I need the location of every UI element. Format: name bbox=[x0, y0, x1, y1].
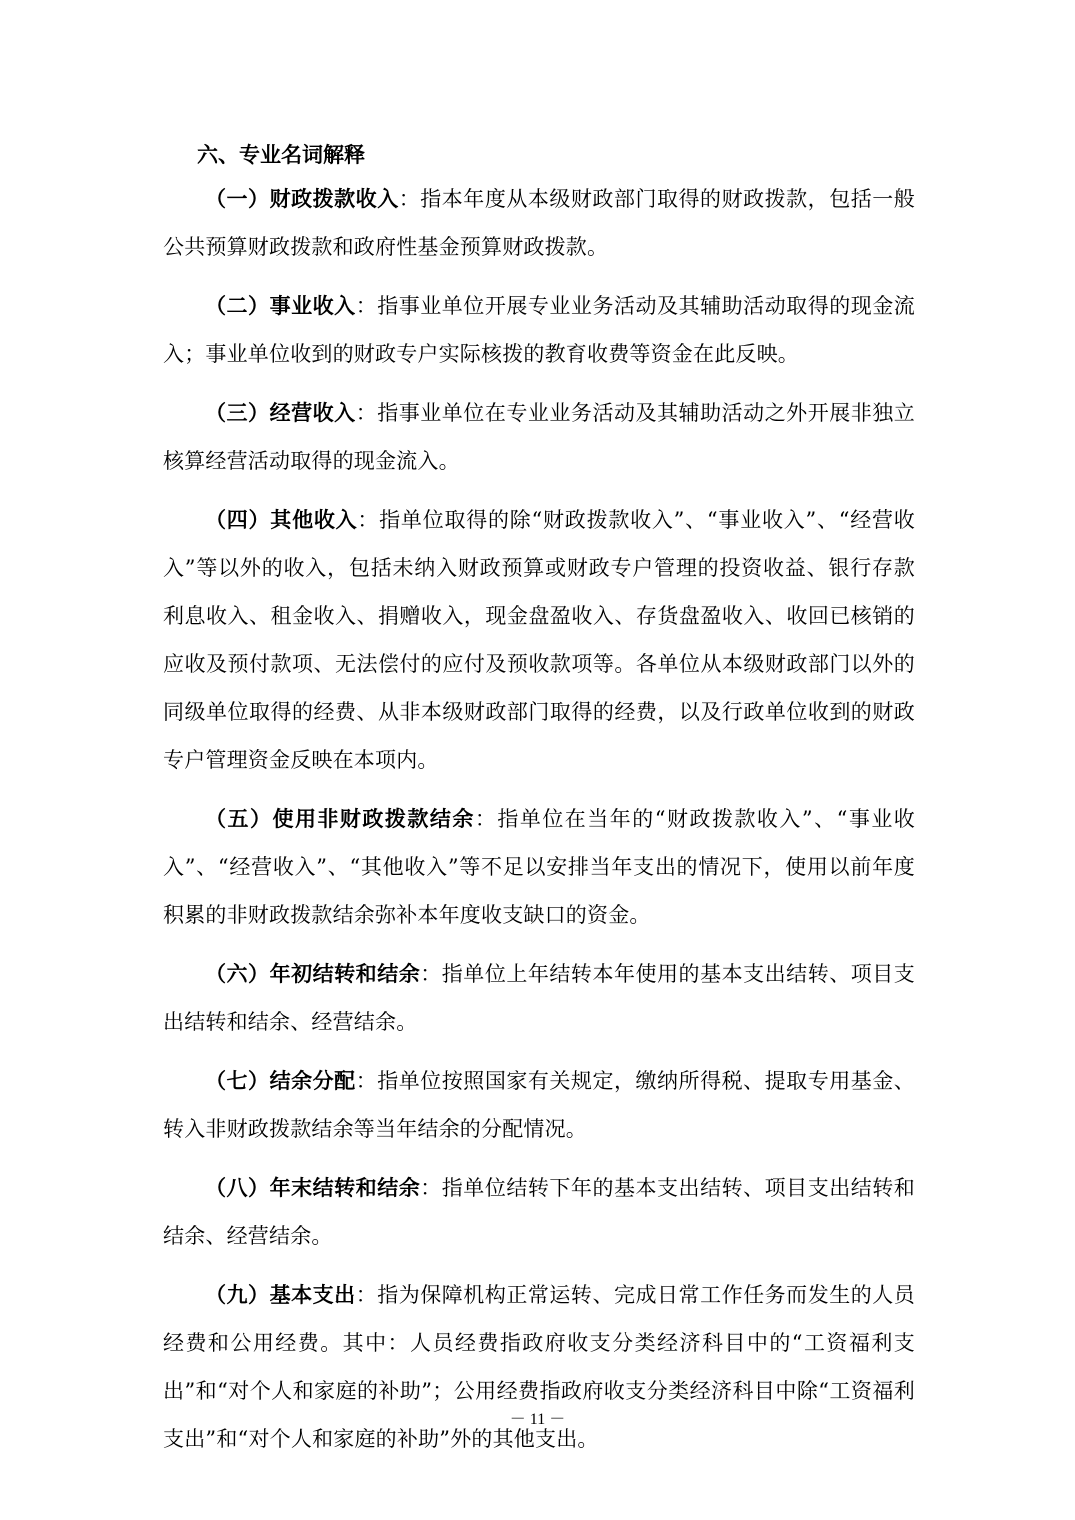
page-number: － 11 － bbox=[509, 1411, 566, 1428]
term-label: （四）其他收入 bbox=[205, 507, 358, 532]
definition-7 bbox=[163, 1057, 915, 1153]
term-label: （五）使用非财政拨款结余 bbox=[205, 806, 475, 831]
definition-text: ：指单位结转下年的基本支出结转、项目支出结转和结余、经营结余。 bbox=[163, 1176, 915, 1248]
definition-text: ：指单位在当年的“财政拨款收入”、“事业收入”、“经营收入”、“其他收入”等不足以安排当年支出的情况下，使用以前年度积累的非财政拨款结余弥补本年度收支缺口的资金。 bbox=[163, 807, 916, 927]
definition-text: ：指事业单位在专业业务活动及其辅助活动之外开展非独立核算经营活动取得的现金流入。 bbox=[163, 401, 916, 473]
definition-3 bbox=[163, 389, 915, 485]
definition-1 bbox=[163, 175, 915, 271]
definition-8 bbox=[163, 1164, 915, 1260]
definition-text: ：指本年度从本级财政部门取得的财政拨款，包括一般公共预算财政拨款和政府性基金预算财政拨款。 bbox=[163, 187, 915, 259]
definition-4 bbox=[163, 496, 915, 784]
term-label: （七）结余分配 bbox=[205, 1068, 356, 1093]
definition-text: ：指为保障机构正常运转、完成日常工作任务而发生的人员经费和公用经费。其中：人员经费指政府收支分类经济科目中的“工资福利支出”和“对个人和家庭的补助”；公用经费指政府收支分类经济科目中除“工资福利支出”和“对个人和家庭的补助”外的其他支出。 bbox=[163, 1283, 916, 1451]
definition-2 bbox=[163, 282, 915, 378]
term-label: （二）事业收入 bbox=[205, 293, 356, 318]
definition-text: ：指单位上年结转本年使用的基本支出结转、项目支出结转和结余、经营结余。 bbox=[163, 962, 915, 1034]
term-label: （三）经营收入 bbox=[205, 400, 356, 425]
definition-text: ：指单位取得的除“财政拨款收入”、“事业收入”、“经营收入”等以外的收入，包括未纳入财政预算或财政专户管理的投资收益、银行存款利息收入、租金收入、捐赠收入，现金盘盈收入、存货盘盈收入、收回已核销的应收及预付款项、无法偿付的应付及预收款项等。各单位从本级财政部门以外的同级单位取得的经费、从非本级财政部门取得的经费，以及行政单位收到的财政专户管理资金反映在本项内。 bbox=[163, 508, 916, 772]
content-area bbox=[163, 135, 915, 1474]
section-title: 六、专业名词解释 bbox=[197, 142, 365, 167]
definition-9 bbox=[163, 1271, 915, 1463]
definition-text: ：指单位按照国家有关规定，缴纳所得税、提取专用基金、转入非财政拨款结余等当年结余的分配情况。 bbox=[163, 1069, 916, 1141]
definition-text: ：指事业单位开展专业业务活动及其辅助活动取得的现金流入；事业单位收到的财政专户实际核拨的教育收费等资金在此反映。 bbox=[163, 294, 916, 366]
definition-6 bbox=[163, 950, 915, 1046]
definition-5 bbox=[163, 795, 915, 939]
term-label: （八）年末结转和结余 bbox=[205, 1175, 421, 1200]
term-label: （六）年初结转和结余 bbox=[205, 961, 421, 986]
term-label: （一）财政拨款收入 bbox=[205, 186, 399, 211]
term-label: （九）基本支出 bbox=[205, 1282, 356, 1307]
